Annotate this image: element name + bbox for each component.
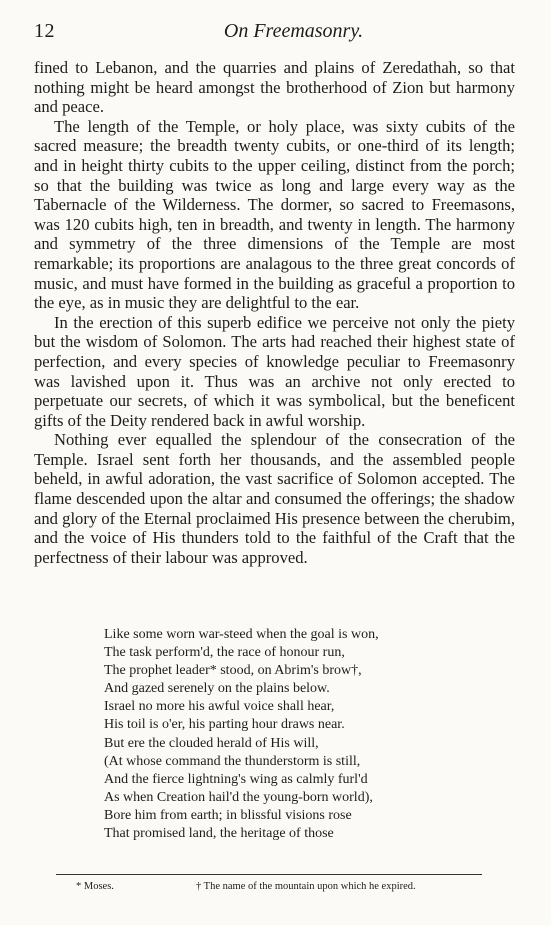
- verse-block: [104, 626, 484, 843]
- paragraph-continuation: fined to Lebanon, and the quarries and plains of Zeredathah, so that nothing might be heard amongst the brotherhood of Zion but harmony and peace.: [34, 58, 515, 117]
- paragraph-consecration: Nothing ever equalled the splendour of the consecration of the Temple. Israel sent forth her thousands, and the assembled people beheld, in awful adoration, the vast sacrifice of Solomon accepted. The flame descended upon the altar and consumed the offerings; the shadow and glory of the Eternal proclaimed His presence between the cherubim, and the voice of His thunders told to the faithful of the Craft that the perfectness of their labour was approved.: [34, 430, 515, 567]
- verse-line: The task perform'd, the race of honour run,: [104, 645, 345, 661]
- page-header: [34, 20, 513, 48]
- verse-line: But ere the clouded herald of His will,: [104, 735, 319, 751]
- verse-line: And gazed serenely on the plains below.: [104, 681, 330, 697]
- footnote-mountain: † The name of the mountain upon which he expired.: [196, 881, 416, 892]
- footnote-divider: [56, 874, 482, 875]
- body-text: [34, 58, 515, 567]
- verse-line: The prophet leader* stood, on Abrim's brow†,: [104, 663, 362, 679]
- verse-line: And the fierce lightning's wing as calmly furl'd: [104, 771, 368, 787]
- paragraph-temple-dimensions: The length of the Temple, or holy place, was sixty cubits of the sacred measure; the breadth twenty cubits, or one-third of its length; and in height thirty cubits to the upper ceiling, distinct from the porch; so that the building was twice as long and large every way as the Tabernacle of the Wilderness. The dormer, so sacred to Freemasons, was 120 cubits high, ten in breadth, and twenty in length. The harmony and symmetry of the three dimensions of the Temple are most remarkable; its proportions are analagous to the three great concords of music, and must have formed in the building as graceful a proportion to the eye, as in music they are delightful to the ear.: [34, 116, 515, 313]
- footnote-moses: * Moses.: [76, 881, 114, 892]
- page-number: 12: [34, 20, 55, 42]
- verse-line: That promised land, the heritage of those: [104, 826, 334, 842]
- verse-line: Like some worn war-steed when the goal is won,: [104, 627, 379, 642]
- running-title: On Freemasonry.: [223, 20, 364, 42]
- paragraph-wisdom-of-solomon: In the erection of this superb edifice we perceive not only the piety but the wisdom of Solomon. The arts had reached their highest state of perfection, and every species of knowledge peculiar to Freemasonry was lavished upon it. Thus was an archive not only erected to perpetuate our secrets, of which it was symbolical, but the beneficent gifts of the Deity rendered back in awful worship.: [34, 312, 515, 430]
- verse-line: Israel no more his awful voice shall hear,: [104, 699, 335, 715]
- verse-line: His toil is o'er, his parting hour draws near.: [104, 717, 345, 733]
- verse-line: (At whose command the thunderstorm is still,: [104, 753, 361, 769]
- verse-line: As when Creation hail'd the young-born world),: [104, 789, 373, 805]
- verse-line: Bore him from earth; in blissful visions rose: [104, 807, 352, 823]
